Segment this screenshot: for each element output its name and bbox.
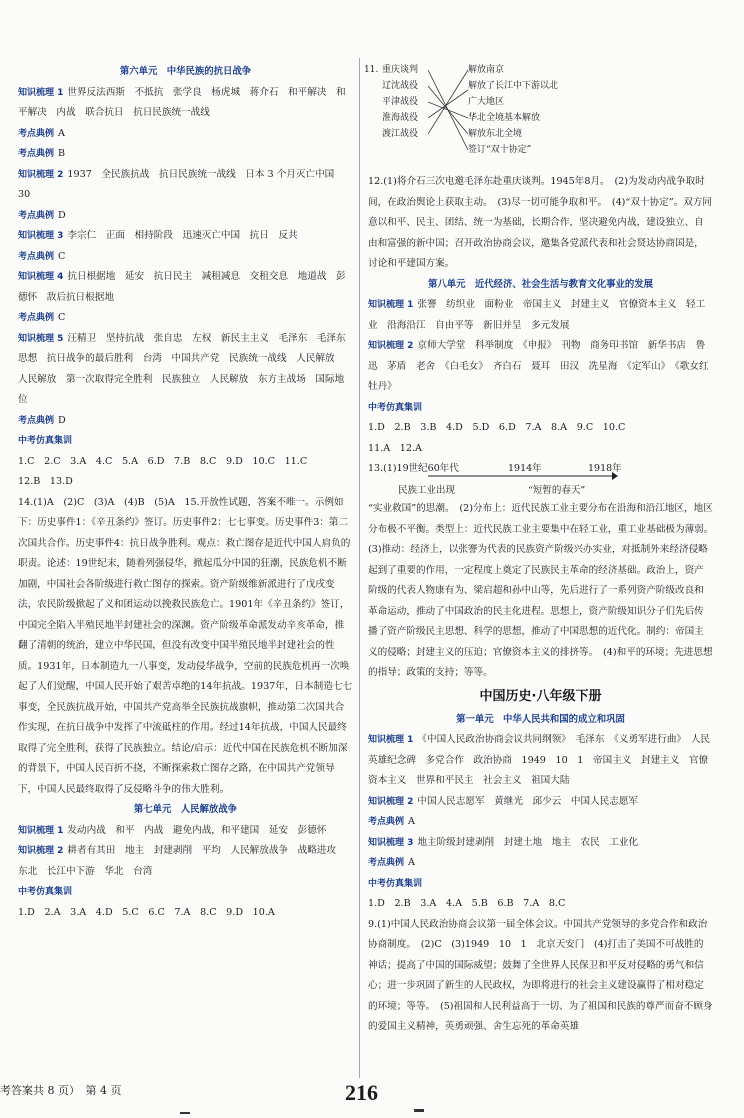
k7b-label: 知识梳理 2 [18, 846, 64, 856]
diag-left-3: 淮海战役 [382, 113, 419, 123]
q13-prefix: 13.(1)19世纪60年代 [368, 463, 459, 474]
k8a-text: 张謇 纺织业 面粉业 帝国主义 封建主义 官僚资本主义 轻工业 沿海沿江 自由平等 新旧并呈 多元发展 [368, 299, 706, 331]
diag-right-0: 解放南京 [468, 65, 505, 75]
k3-text: 李宗仁 正面 相持阶段 迅速灭亡中国 抗日 反共 [67, 230, 298, 241]
k1-text: 世界反法西斯 不抵抗 张学良 杨虎城 蒋介石 和平解决 和平解决 内战 联合抗日 抗日民族统一战线 [18, 86, 346, 118]
e2-label: 考点典例 [18, 149, 55, 159]
footer-text: 考答案共 8 页） 第 4 页 [0, 1084, 122, 1097]
simB-label: 中考仿真集训 [368, 878, 423, 889]
answers-line-1: 1.C 2.C 3.A 4.C 5.A 6.D 7.B 8.C 9.D 10.C 11.C [18, 455, 308, 467]
column-divider [359, 58, 360, 1078]
tl-event-a: 民族工业出现 [398, 485, 456, 496]
diag-right-1: 解放了长江中下游以北广大地区 [468, 81, 559, 107]
answers-unit7: 1.D 2.A 3.A 4.D 5.C 6.C 7.A 8.C 9.D 10.A [18, 906, 275, 918]
unitB1-title: 第一单元 中华人民共和国的成立和巩固 [456, 713, 625, 725]
answers-unit8-1: 1.D 2.B 3.B 4.D 5.D 6.D 7.A 8.A 9.C 10.C [368, 422, 626, 433]
b1-text: 《中国人民政治协商会议共同纲领》 毛泽东 《义勇军进行曲》 人民英雄纪念碑 多党合作 政治协商 1949 10 1 帝国主义 封建主义 官僚资本主义 世界和平民主 社会主义 祖国大陆 [368, 734, 711, 786]
footer-mark-left [180, 1112, 190, 1114]
match-lines [428, 62, 468, 162]
diagram-right-list [468, 62, 628, 158]
battle-match-diagram [364, 62, 713, 172]
k7a-text: 发动内战 和平 内战 避免内战，和平建国 延安 彭德怀 [67, 824, 327, 836]
be2-label: 考点典例 [368, 858, 405, 868]
q13-answer: “实业救国”的思潮。 (2)分布上：近代民族工业主要分布在沿海和沿江地区，地区分布极不平衡。类型上：近代民族工业主要集中在轻工业，重工业基础极为薄弱。 (3)推动：经济上，以张謇为代表的民族资产阶级兴办实业，对抵制外来经济侵略起到了重要的作用，一定程度上奠定了民族民主革命的经济基础。政治上，资产阶级的代表人物康有为、梁启超和孙中山等，先后进行了一系列资产阶级改良和革命运动，推动了中国政治的民主化进程。思想上，资产阶级知识分子们先后传播了资产阶级民主思想、科学的思想，推动了中国思想的近代化。制约：帝国主义的侵略；封建主义的压迫；官僚资本主义的排挤等。 (4)和平的环境；先进思想的指导；政策的支持；等等。 [368, 503, 719, 678]
page-number: 216 [345, 1080, 378, 1105]
k7b-text: 耕者有其田 地主 封建剥削 平均 人民解放战争 战略进攻 东北 长江中下游 华北 台湾 [18, 845, 346, 877]
k3-label: 知识梳理 3 [18, 231, 64, 241]
k2-text: 1937 全民族抗战 抗日民族统一战线 日本 3 个月灭亡中国 30 [18, 168, 344, 200]
diag-right-4: 签订“双十协定” [468, 145, 532, 155]
q12-answer: 12.(1)将介石三次电邀毛泽东赴重庆谈判。1945年8月。 (2)为发动内战争取时间，在政治舆论上获取主动。 (3)尽一切可能争取和平。 (4)“双十协定”。双方同意以和平、民主、团结、统一为基础，长期合作，坚决避免内战，建设独立、自由和富强的新中国；召开政治协商会议，邀集各党派代表和社会贤达协商国是，讨论和平建国方案。 [368, 176, 712, 269]
k2-label: 知识梳理 2 [18, 169, 64, 180]
answers-line-2: 12.B 13.D [18, 476, 73, 487]
long-answer: 14.(1)A (2)C (3)A (4)B (5)A 15.开放性试题，答案不唯一。示例如下：历史事件1：《辛丑条约》签订。历史事件2：七七事变。历史事件3：第二次国共合作。历史事件4：抗日战争胜利。观点：救亡图存是近代中国人肩负的职责。论述：19世纪末，随着列强侵华，掀起瓜分中国的狂潮，民族危机不断加剧，中国社会各阶级进行救亡图存的探索。资产阶级维新派进行了戊戌变法，农民阶级掀起了义和团运动以挽救民族危亡。1901年《辛丑条约》签订，中国完全陷入半殖民地半封建社会的深渊。资产阶级革命派发动辛亥革命，推翻了清朝的统治，建立中华民国，但没有改变中国半殖民地半封建社会的性质。1931年，日本制造九一八事变，发动侵华战争，空前的民族危机再一次唤起了人们觉醒，中国人民开始了艰苦卓绝的14年抗战。1937年，日本制造七七事变，全民族抗战开始，中国共产党高举全民族抗战旗帜，推动第二次国共合作实现，在抗日战争中发挥了中流砥柱的作用。经过14年抗战，中国人民最终取得了完全胜利，获得了民族独立。结论/启示：近代中国在民族危机不断加深的背景下，中国人民百折不挠，不断探索救亡图存之路，在中国共产党领导下，中国人民最终取得了反侵略斗争的伟大胜利。 [18, 496, 353, 795]
k8b-text: 京师大学堂 科举制度 《申报》 刊物 商务印书馆 新华书店 鲁迅 茅盾 老舍 《白毛女》 齐白石 聂耳 田汉 冼星海 《定军山》 《歌女红牡丹》 [368, 340, 709, 392]
e4-label: 考点典例 [18, 251, 55, 262]
left-column [18, 62, 353, 923]
e5-text: C [58, 312, 66, 323]
tl-event-b: “短暂的春天” [528, 485, 586, 496]
e3-label: 考点典例 [18, 210, 55, 221]
k1-label: 知识梳理 1 [18, 87, 64, 98]
be1-label: 考点典例 [368, 817, 405, 827]
e5-label: 考点典例 [18, 313, 55, 323]
b3-label: 知识梳理 3 [368, 837, 414, 848]
right-column [364, 62, 719, 1038]
sim-label: 中考仿真集训 [18, 436, 73, 446]
b3-text: 地主阶级封建剥削 封建土地 地主 农民 工业化 [417, 836, 639, 848]
b1-label: 知识梳理 1 [368, 735, 414, 745]
unit7-title: 第七单元 人民解放战争 [133, 804, 238, 815]
k4-label: 知识梳理 4 [18, 272, 64, 282]
e1-text: A [58, 127, 65, 139]
answers-unit8-2: 11.A 12.A [368, 442, 422, 454]
e2-text: B [58, 148, 66, 159]
unit6-title: 第六单元 中华民族的抗日战争 [119, 66, 252, 77]
answers-book2: 1.D 2.B 3.A 4.A 5.B 6.B 7.A 8.C [368, 898, 566, 909]
diag-left-0: 重庆谈判 [382, 65, 419, 75]
b2-label: 知识梳理 2 [368, 796, 414, 807]
diag-right-3: 解放东北全境 [468, 129, 523, 139]
diag-left-2: 平津战役 [382, 97, 419, 107]
k8a-label: 知识梳理 1 [368, 300, 414, 310]
timeline-arrow [428, 471, 618, 481]
e4-text: C [58, 250, 66, 262]
be1-text: A [408, 816, 415, 827]
q9-answer: 9.(1)中国人民政治协商会议第一届全体会议。中国共产党领导的多党合作和政治协商制度。 (2)C (3)1949 10 1 北京天安门 (4)打击了美国不可战胜的神话；提高了中国的国际威望；鼓舞了全世界人民保卫和平反对侵略的勇气和信心；进一步巩固了新生的人民政权，为即将进行的社会主义建设赢得了相对稳定的环境；等等。 (5)祖国和人民利益高于一切、为了祖国和民族的尊严而奋不顾身的爱国主义精神，英勇顽强、舍生忘死的革命英雄 [368, 918, 713, 1032]
q11-number: 11. [364, 65, 379, 75]
tl-1914: 1914年 [508, 463, 542, 474]
e6-text: D [58, 414, 66, 426]
e3-text: D [58, 209, 66, 221]
unit8-title: 第八单元 近代经济、社会生活与教育文化事业的发展 [427, 278, 653, 290]
k8b-label: 知识梳理 2 [368, 341, 414, 351]
diag-left-1: 辽沈战役 [382, 81, 419, 91]
diag-left-4: 渡江战役 [382, 129, 419, 139]
diag-right-2: 华北全境基本解放 [468, 113, 541, 123]
tl-1918: 1918年 [588, 463, 622, 474]
sim7-label: 中考仿真集训 [18, 887, 73, 897]
k7a-label: 知识梳理 1 [18, 825, 64, 836]
book-title: 中国历史·八年级下册 [479, 688, 602, 704]
e6-label: 考点典例 [18, 415, 55, 426]
footer-mark-right [414, 1109, 424, 1112]
k5-text: 汪精卫 坚持抗战 张自忠 左权 新民主主义 毛泽东 毛泽东思想 抗日战争的最后胜利 台湾 中国共产党 民族统一战线 人民解放 人民解放 第一次取得完全胜利 民族独立 人民解放 东方主战场 国际地位 [18, 332, 346, 405]
timeline [368, 459, 713, 499]
sim8-label: 中考仿真集训 [368, 402, 423, 413]
e1-label: 考点典例 [18, 128, 55, 139]
k4-text: 抗日根据地 延安 抗日民主 减租减息 交租交息 地道战 彭德怀 敌后抗日根据地 [18, 271, 346, 303]
be2-text: A [408, 857, 415, 868]
b2-text: 中国人民志愿军 黄继光 邱少云 中国人民志愿军 [417, 795, 639, 807]
k5-label: 知识梳理 5 [18, 333, 64, 344]
